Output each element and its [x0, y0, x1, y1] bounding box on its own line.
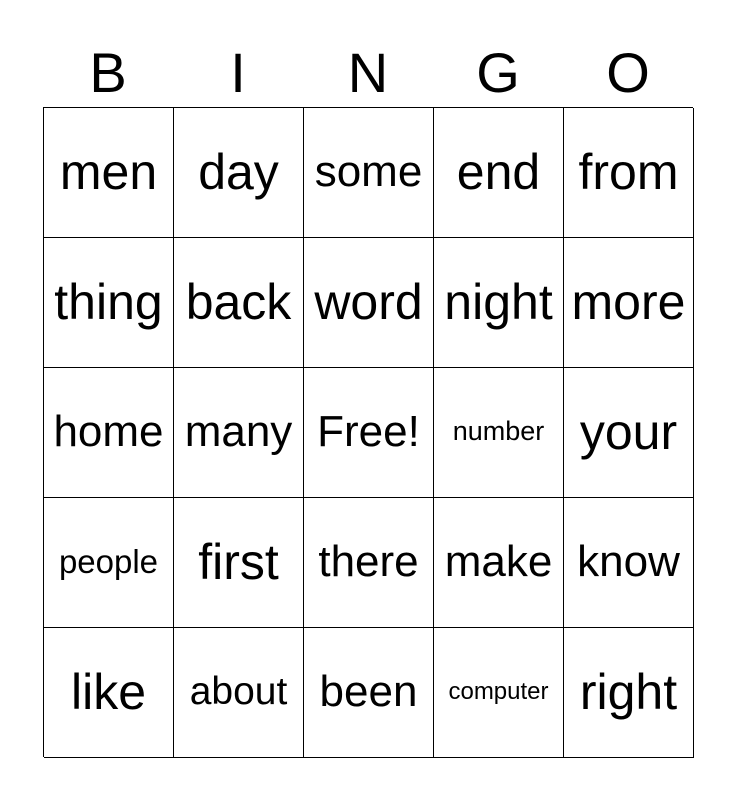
bingo-cell[interactable]: been	[304, 628, 434, 758]
bingo-cell[interactable]: end	[434, 108, 564, 238]
bingo-cell[interactable]: know	[564, 498, 694, 628]
bingo-cell[interactable]: computer	[434, 628, 564, 758]
bingo-cell[interactable]: number	[434, 368, 564, 498]
bingo-cell[interactable]: home	[44, 368, 174, 498]
bingo-cell[interactable]: many	[174, 368, 304, 498]
bingo-cell[interactable]: first	[174, 498, 304, 628]
header-letter-g: G	[476, 41, 520, 104]
bingo-cell[interactable]: thing	[44, 238, 174, 368]
bingo-cell[interactable]: make	[434, 498, 564, 628]
bingo-cell[interactable]: there	[304, 498, 434, 628]
bingo-cell[interactable]: night	[434, 238, 564, 368]
bingo-header	[43, 38, 693, 108]
header-letter-i: I	[230, 41, 246, 104]
bingo-cell[interactable]: back	[174, 238, 304, 368]
bingo-cell[interactable]: right	[564, 628, 694, 758]
bingo-cell[interactable]: day	[174, 108, 304, 238]
header-letter-o: O	[606, 41, 650, 104]
free-space-cell[interactable]: Free!	[304, 368, 434, 498]
header-letter-b: B	[89, 41, 127, 104]
bingo-cell[interactable]: people	[44, 498, 174, 628]
bingo-cell[interactable]: word	[304, 238, 434, 368]
bingo-cell[interactable]: about	[174, 628, 304, 758]
bingo-cell[interactable]: men	[44, 108, 174, 238]
bingo-cell[interactable]: like	[44, 628, 174, 758]
bingo-board	[43, 107, 693, 757]
bingo-cell[interactable]: more	[564, 238, 694, 368]
header-letter-n: N	[347, 41, 389, 104]
bingo-cell[interactable]: your	[564, 368, 694, 498]
bingo-cell[interactable]: some	[304, 108, 434, 238]
bingo-cell[interactable]: from	[564, 108, 694, 238]
